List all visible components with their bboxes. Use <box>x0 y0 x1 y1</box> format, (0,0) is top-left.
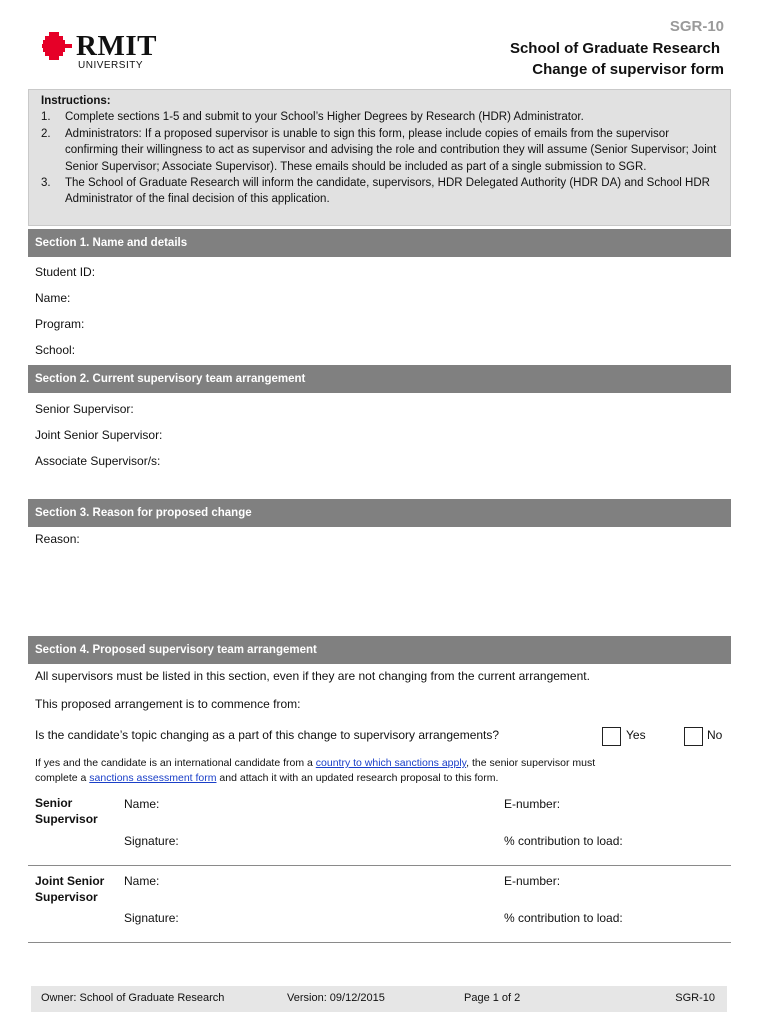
form-title-line2: Change of supervisor form <box>532 61 724 78</box>
instruction-item <box>41 109 720 125</box>
instruction-number: 1. <box>41 111 51 124</box>
page-footer <box>31 986 727 1012</box>
instruction-item <box>41 126 720 175</box>
current-associate-supervisor-field[interactable]: Associate Supervisor/s: <box>35 454 161 468</box>
role-line: Supervisor <box>35 890 98 904</box>
senior-supervisor-contribution-field[interactable]: % contribution to load: <box>504 834 623 848</box>
note-text: , the senior supervisor must <box>466 757 596 769</box>
all-supervisors-note: All supervisors must be listed in this section, even if they are not changing from the current arrangement. <box>35 669 590 683</box>
divider <box>28 942 731 943</box>
sanctions-countries-link[interactable]: country to which sanctions apply <box>315 757 467 769</box>
instruction-text: Administrators: If a proposed supervisor is unable to sign this form, please include copies of emails from the supervisor confirming their willingness to act as supervisor and advising the role and contribution they will assume (Senior Supervisor; Joint Senior Supervisor; Associate Supervisor). These emails should be included as part of a single submission to SGR. <box>65 127 717 173</box>
current-senior-supervisor-field[interactable]: Senior Supervisor: <box>35 402 134 416</box>
topic-change-yes-label: Yes <box>626 728 646 742</box>
rmit-logo <box>40 30 170 75</box>
note-text: If yes and the candidate is an international candidate from a <box>35 757 316 769</box>
instructions-list <box>41 109 720 207</box>
role-line: Senior <box>35 796 73 810</box>
section1-header: Section 1. Name and details <box>28 229 731 257</box>
senior-supervisor-name-field[interactable]: Name: <box>124 797 160 811</box>
senior-supervisor-role-label <box>35 795 115 827</box>
section2-header: Section 2. Current supervisory team arrangement <box>28 365 731 393</box>
footer-version: Version: 09/12/2015 <box>287 992 385 1004</box>
rmit-pixel-logo-icon <box>40 32 74 62</box>
topic-change-no-checkbox[interactable] <box>684 727 703 746</box>
note-line1 <box>35 756 725 771</box>
note-text: and attach it with an updated research proposal to this form. <box>216 772 499 784</box>
note-text: complete a <box>35 772 90 784</box>
joint-supervisor-name-field[interactable]: Name: <box>124 874 160 888</box>
joint-senior-supervisor-role-label <box>35 873 115 905</box>
role-line: Supervisor <box>35 812 98 826</box>
senior-supervisor-signature-field[interactable]: Signature: <box>124 834 179 848</box>
logo-subtitle: UNIVERSITY <box>78 60 144 71</box>
current-joint-supervisor-field[interactable]: Joint Senior Supervisor: <box>35 428 163 442</box>
instruction-text: Complete sections 1-5 and submit to your School’s Higher Degrees by Research (HDR) Administrator. <box>65 111 584 124</box>
note-line2 <box>35 771 725 786</box>
instruction-number: 2. <box>41 127 51 140</box>
footer-code: SGR-10 <box>675 992 715 1004</box>
form-title-line1: School of Graduate Research <box>509 40 720 57</box>
form-code: SGR-10 <box>669 18 724 35</box>
joint-supervisor-signature-field[interactable]: Signature: <box>124 911 179 925</box>
school-field[interactable]: School: <box>35 343 76 357</box>
section3-header: Section 3. Reason for proposed change <box>28 499 731 527</box>
topic-change-no-label: No <box>707 728 723 742</box>
instructions-box <box>28 89 731 226</box>
instruction-item <box>41 175 720 208</box>
senior-supervisor-enumber-field[interactable]: E-number: <box>504 797 561 811</box>
reason-field[interactable]: Reason: <box>35 532 80 546</box>
international-candidate-note <box>35 756 725 786</box>
commence-date-field[interactable]: This proposed arrangement is to commence from: <box>35 697 301 711</box>
logo-wordmark: RMIT <box>76 30 157 62</box>
topic-change-question: Is the candidate’s topic changing as a part of this change to supervisory arrangements? <box>35 728 500 742</box>
section4-header: Section 4. Proposed supervisory team arrangement <box>28 636 731 664</box>
role-line: Joint Senior <box>35 874 105 888</box>
student-name-field[interactable]: Name: <box>35 291 71 305</box>
instructions-title: Instructions: <box>41 95 111 107</box>
student-id-field[interactable]: Student ID: <box>35 265 96 279</box>
topic-change-yes-checkbox[interactable] <box>602 727 621 746</box>
instruction-number: 3. <box>41 177 51 190</box>
program-field[interactable]: Program: <box>35 317 85 331</box>
footer-owner: Owner: School of Graduate Research <box>41 992 225 1004</box>
divider <box>28 865 731 866</box>
sanctions-assessment-form-link[interactable]: sanctions assessment form <box>89 772 217 784</box>
joint-supervisor-contribution-field[interactable]: % contribution to load: <box>504 911 623 925</box>
joint-supervisor-enumber-field[interactable]: E-number: <box>504 874 561 888</box>
footer-page-number: Page 1 of 2 <box>464 992 521 1004</box>
instruction-text: The School of Graduate Research will inform the candidate, supervisors, HDR Delegated Authority (HDR DA) and School HDR Administrator of the final decision of this application. <box>65 177 710 206</box>
